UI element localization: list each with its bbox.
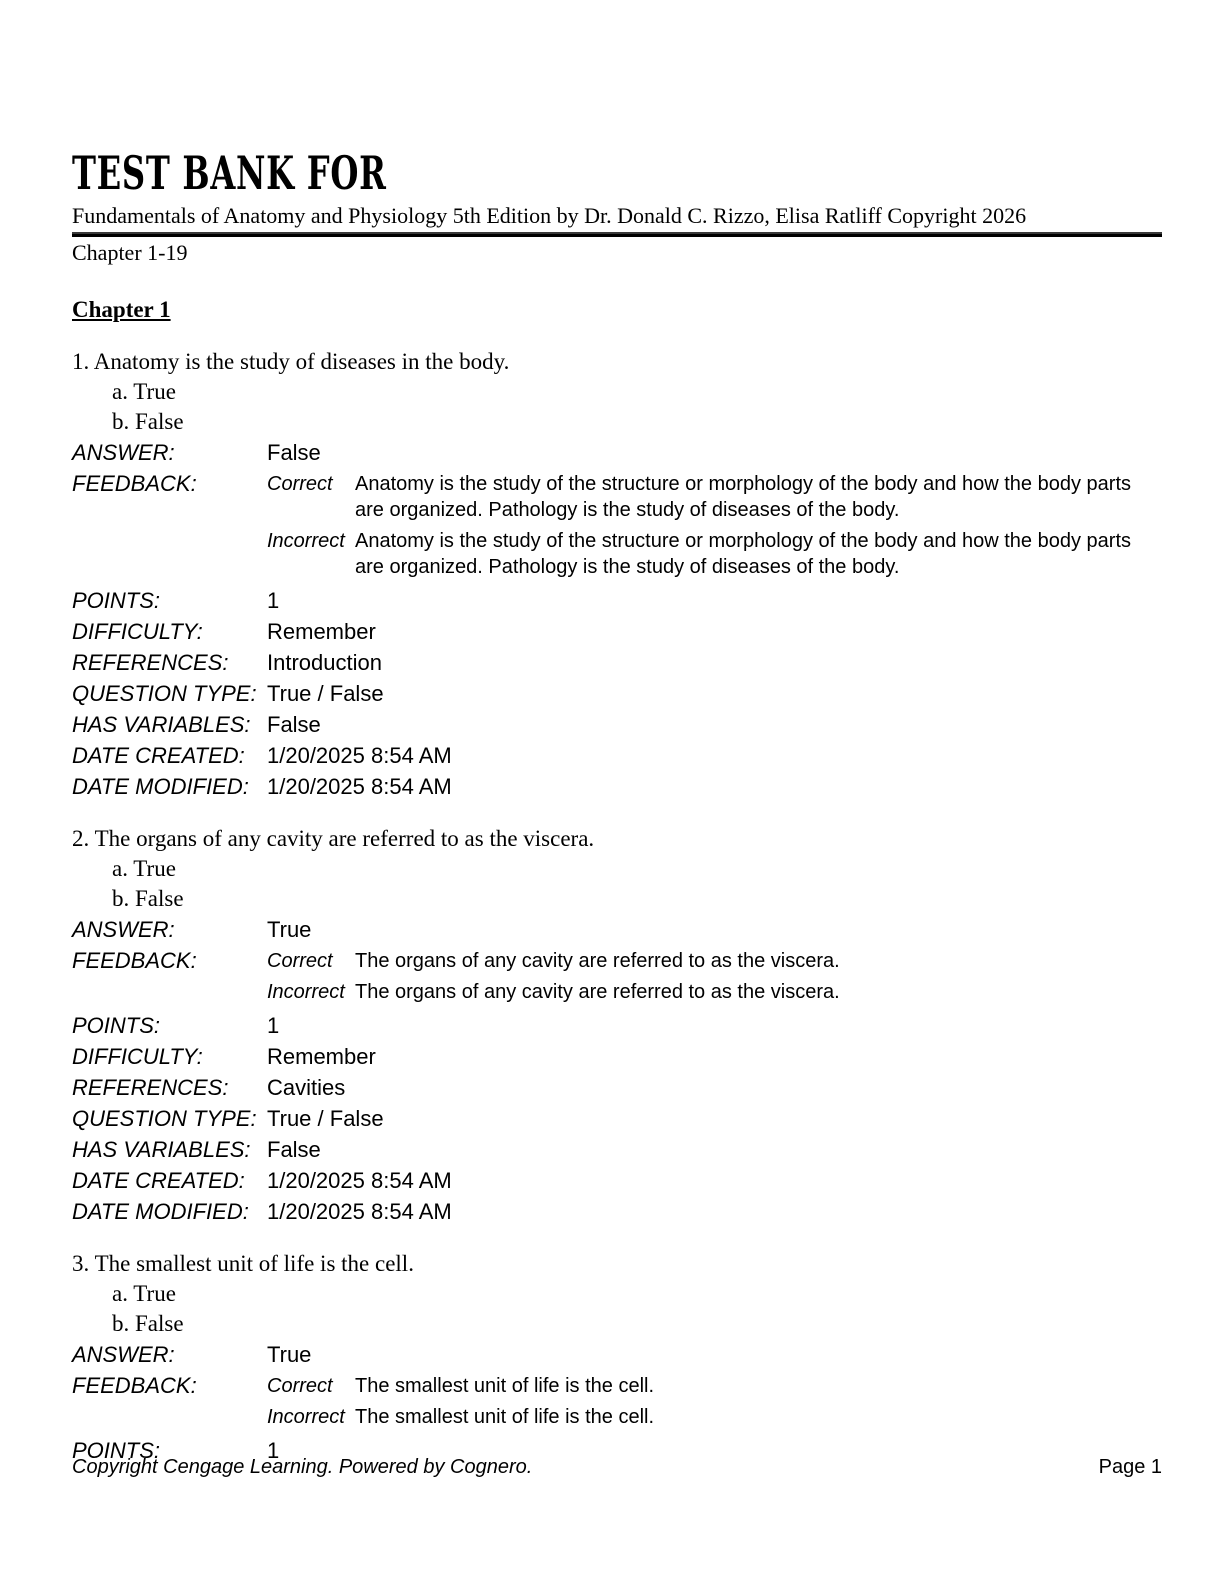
feedback-incorrect-label: Incorrect	[267, 530, 345, 552]
points-label: POINTS:	[72, 588, 161, 613]
date-modified-value: 1/20/2025 8:54 AM	[267, 774, 452, 799]
answer-row	[72, 1339, 1162, 1370]
feedback-label: FEEDBACK:	[72, 471, 197, 496]
question-type-label: QUESTION TYPE:	[72, 1106, 257, 1131]
has-variables-label: HAS VARIABLES:	[72, 712, 251, 737]
date-modified-value: 1/20/2025 8:54 AM	[267, 1199, 452, 1224]
document-subtitle: Fundamentals of Anatomy and Physiology 5th Edition by Dr. Donald C. Rizzo, Elisa Ratliff Copyright 2026	[72, 203, 1027, 228]
points-value: 1	[267, 1013, 280, 1038]
references-row	[72, 1072, 1162, 1103]
question-type-value: True / False	[267, 681, 384, 706]
feedback-items	[267, 945, 1162, 1010]
difficulty-value: Remember	[267, 1044, 376, 1069]
chapter-range: Chapter 1-19	[72, 240, 188, 265]
date-modified-row	[72, 771, 1162, 802]
feedback-correct-label: Correct	[267, 1375, 333, 1397]
choice-b: b. False	[112, 886, 184, 911]
difficulty-label: DIFFICULTY:	[72, 1044, 203, 1069]
feedback-label: FEEDBACK:	[72, 948, 197, 973]
feedback-correct-text: Anatomy is the study of the structure or morphology of the body and how the body parts are organized. Pathology is the study of diseases of the body.	[355, 473, 1131, 521]
feedback-row	[72, 1370, 1162, 1435]
feedback-items	[267, 468, 1162, 585]
feedback-incorrect-text: The smallest unit of life is the cell.	[355, 1406, 655, 1428]
feedback-row	[72, 945, 1162, 1010]
question-type-label: QUESTION TYPE:	[72, 681, 257, 706]
feedback-correct	[267, 1373, 1162, 1399]
footer-copyright: Copyright Cengage Learning. Powered by Cognero.	[72, 1456, 533, 1478]
has-variables-row	[72, 1134, 1162, 1165]
question-block	[72, 347, 1162, 802]
answer-value: True	[267, 917, 312, 942]
choice-b: b. False	[112, 1311, 184, 1336]
question-type-value: True / False	[267, 1106, 384, 1131]
date-modified-row	[72, 1196, 1162, 1227]
footer-page-number: Page 1	[1098, 1456, 1162, 1478]
question-block	[72, 1249, 1162, 1466]
feedback-incorrect-text: Anatomy is the study of the structure or morphology of the body and how the body parts are organized. Pathology is the study of diseases of the body.	[355, 530, 1131, 578]
feedback-incorrect-label: Incorrect	[267, 1406, 345, 1428]
feedback-correct-text: The organs of any cavity are referred to as the viscera.	[355, 950, 840, 972]
date-created-row	[72, 1165, 1162, 1196]
question-block	[72, 824, 1162, 1227]
date-created-label: DATE CREATED:	[72, 743, 245, 768]
points-label: POINTS:	[72, 1013, 161, 1038]
question-type-row	[72, 678, 1162, 709]
feedback-correct	[267, 471, 1162, 523]
feedback-incorrect	[267, 1404, 1162, 1430]
references-row	[72, 647, 1162, 678]
choice-a: a. True	[112, 856, 176, 881]
page-footer	[72, 1455, 1162, 1479]
document-title: TEST BANK FOR	[72, 146, 387, 200]
difficulty-row	[72, 1041, 1162, 1072]
choice-a: a. True	[112, 379, 176, 404]
feedback-incorrect-label: Incorrect	[267, 981, 345, 1003]
has-variables-value: False	[267, 712, 321, 737]
points-row	[72, 585, 1162, 616]
choice-b: b. False	[112, 409, 184, 434]
difficulty-value: Remember	[267, 619, 376, 644]
answer-label: ANSWER:	[72, 917, 175, 942]
references-label: REFERENCES:	[72, 650, 229, 675]
feedback-correct	[267, 948, 1162, 974]
feedback-correct-label: Correct	[267, 950, 333, 972]
has-variables-row	[72, 709, 1162, 740]
answer-value: True	[267, 1342, 312, 1367]
points-value: 1	[267, 1438, 280, 1463]
section-heading: Chapter 1	[72, 297, 171, 322]
feedback-items	[267, 1370, 1162, 1435]
date-created-value: 1/20/2025 8:54 AM	[267, 1168, 452, 1193]
choice-a: a. True	[112, 1281, 176, 1306]
feedback-incorrect	[267, 528, 1162, 580]
question-type-row	[72, 1103, 1162, 1134]
references-value: Introduction	[267, 650, 382, 675]
feedback-incorrect-text: The organs of any cavity are referred to as the viscera.	[355, 981, 840, 1003]
has-variables-value: False	[267, 1137, 321, 1162]
answer-label: ANSWER:	[72, 440, 175, 465]
answer-row	[72, 914, 1162, 945]
date-modified-label: DATE MODIFIED:	[72, 1199, 249, 1224]
difficulty-row	[72, 616, 1162, 647]
feedback-label: FEEDBACK:	[72, 1373, 197, 1398]
document-header	[72, 146, 1162, 267]
feedback-correct-label: Correct	[267, 473, 333, 495]
date-modified-label: DATE MODIFIED:	[72, 774, 249, 799]
references-value: Cavities	[267, 1075, 346, 1100]
references-label: REFERENCES:	[72, 1075, 229, 1100]
points-label: POINTS:	[72, 1438, 161, 1463]
question-text: 3. The smallest unit of life is the cell.	[72, 1251, 414, 1276]
answer-value: False	[267, 440, 321, 465]
date-created-label: DATE CREATED:	[72, 1168, 245, 1193]
feedback-incorrect	[267, 979, 1162, 1005]
has-variables-label: HAS VARIABLES:	[72, 1137, 251, 1162]
points-value: 1	[267, 588, 280, 613]
date-created-value: 1/20/2025 8:54 AM	[267, 743, 452, 768]
question-text: 1. Anatomy is the study of diseases in the body.	[72, 349, 510, 374]
difficulty-label: DIFFICULTY:	[72, 619, 203, 644]
date-created-row	[72, 740, 1162, 771]
question-text: 2. The organs of any cavity are referred to as the viscera.	[72, 826, 595, 851]
feedback-row	[72, 468, 1162, 585]
points-row	[72, 1010, 1162, 1041]
answer-row	[72, 437, 1162, 468]
feedback-correct-text: The smallest unit of life is the cell.	[355, 1375, 655, 1397]
answer-label: ANSWER:	[72, 1342, 175, 1367]
